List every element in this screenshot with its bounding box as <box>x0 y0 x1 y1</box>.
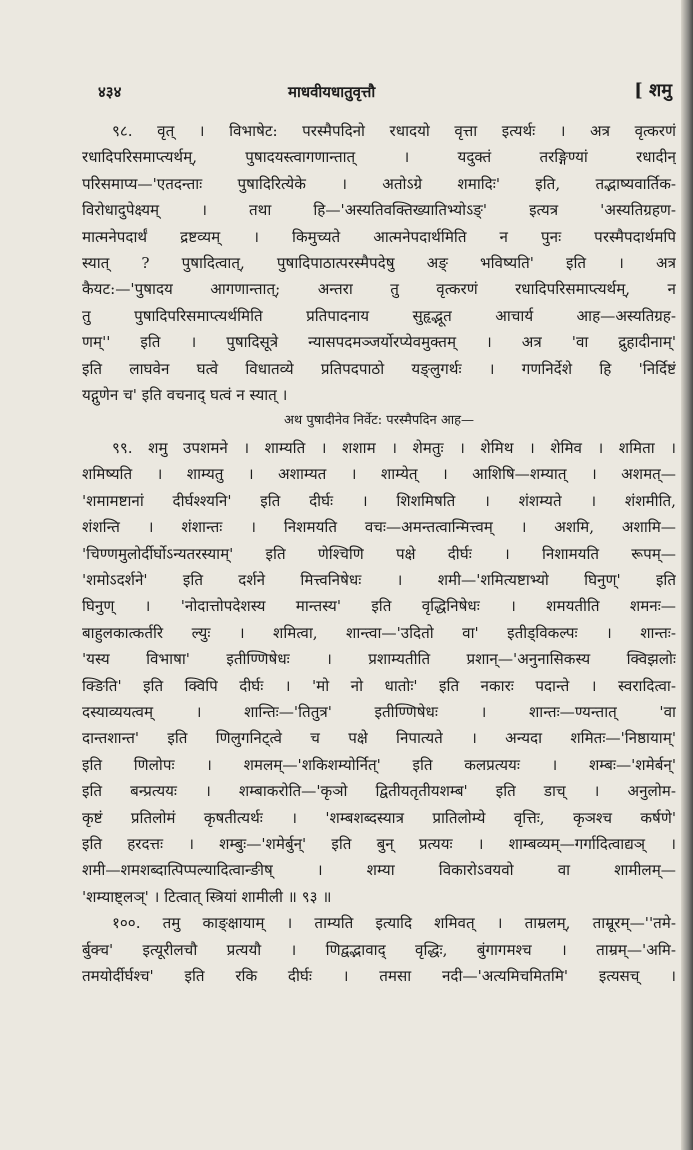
text-line: 'चिण्णमुलोर्दीर्घोऽन्यतरस्याम्' इति णेश्चिणि पक्षे दीर्घः । निशामयति रूपम्— <box>82 544 676 563</box>
text-line: दस्याव्ययत्वम् । शान्तिः—'तितुत्र' इतीण्णिषेधः । शान्तः—ण्यन्तात् 'वा <box>82 702 676 721</box>
text-line: 'शम्याष्ट्लञ्' । टित्वात् स्त्रियां शामीली ॥ ९३ ॥ <box>82 887 332 906</box>
text-line: ९९. शमु उपशमने । शाम्यति । शशाम । शेमतुः । शेमिथ । शेमिव । शमिता । <box>112 438 676 457</box>
text-line: यद्गुणेन च' इति वचनाद् घत्वं न स्यात् । <box>82 386 288 405</box>
text-line: 'शमामष्टानां दीर्घश्श्यनि' इति दीर्घः । शिशमिषति । शंशम्यते । शंशमीति, <box>82 491 676 510</box>
running-title: माधवीयधातुवृत्तौ <box>288 83 376 101</box>
text-line: 'यस्य विभाषा' इतीण्णिषेधः । प्रशाम्यतीति प्रशान्—'अनुनासिकस्य क्विझलोः <box>82 650 676 669</box>
text-line: तु पुषादिपरिसमाप्त्यर्थमिति प्रतिपादनाय सुहृद्भूत आचार्य आह—अस्यतिग्रह- <box>82 306 676 325</box>
text-line: घिनुण् । 'नोदात्तोपदेशस्य मान्तस्य' इति वृद्धिनिषेधः । शमयतीति शमनः— <box>82 597 676 616</box>
text-line: णम्'' इति । पुषादिसूत्रे न्यासपदमञ्जर्योरप्येवमुक्तम् । अत्र 'वा द्रुहादीनाम्' <box>82 333 676 352</box>
text-line: कृष्टं प्रतिलोमं कृषतीत्यर्थः । 'शम्बशब्दस्यात्र प्रातिलोम्ये वृत्तिः, कृञश्च कर्षणे' <box>82 808 676 827</box>
text-line: मात्मनेपदार्थं द्रष्टव्यम् । किमुच्यते आत्मनेपदार्थमिति न पुनः परस्मैपदार्थमपि <box>82 227 676 246</box>
text-line: शमिष्यति । शाम्यतु । अशाम्यत । शाम्येत् । आशिषि—शम्यात् । अशमत्— <box>82 465 676 484</box>
book-spine-shadow <box>681 0 693 1150</box>
text-line: तमयोर्दीर्घश्च' इति रकि दीर्घः । तमसा नदी—'अत्यमिचमितमि' इत्यसच् । <box>82 967 676 985</box>
text-line: शंशन्ति । शंशान्तः । निशमयति वचः—अमन्तत्वान्मित्त्वम् । अशमि, अशामि— <box>82 518 676 537</box>
body-text <box>82 118 676 989</box>
text-line: र्बुक्च' इत्यूरीलचौ प्रत्ययौ । णिद्वद्भावाद् वृद्धिः, बुंगागमश्च । ताम्रम्—'अमि- <box>82 940 676 959</box>
text-line: शमी—शमशब्दात्पिप्पल्यादित्वान्ङीष् । शम्या विकारोऽवयवो वा शामीलम्— <box>82 861 676 880</box>
text-line: १००. तमु काङ्क्षायाम् । ताम्यति इत्यादि शमिवत् । ताम्रलम्, ताम्रूरम्—''तमे- <box>112 914 676 933</box>
page-number: ४३४ <box>98 83 122 101</box>
section-heading: अथ पुषादीनेव निर्वेट: परस्मैपदिन आह— <box>283 413 475 429</box>
section-tag: [ शमु <box>634 80 672 101</box>
text-line: 'शमोऽदर्शने' इति दर्शने मित्त्वनिषेधः । शमी—'शमित्यष्टाभ्यो घिनुण्' इति <box>82 570 676 589</box>
page-header <box>98 82 678 112</box>
text-line: इति लाघवेन घत्वे विधातव्ये प्रतिपदपाठो यङ्लुगर्थः । गणनिर्देशे हि 'निर्दिष्टं <box>82 359 676 378</box>
text-line: विरोधादुपेक्ष्यम् । तथा हि—'अस्यतिवक्तिख्यातिभ्योऽङ्' इत्यत्र 'अस्यतिग्रहण- <box>82 201 676 220</box>
text-line: इति बन्प्रत्ययः । शम्बाकरोति—'कृञो द्वितीयतृतीयशम्ब' इति डाच् । अनुलोम- <box>82 782 676 801</box>
text-line: स्यात् ? पुषादित्वात्, पुषादिपाठात्परस्मैपदेषु अङ् भविष्यति' इति । अत्र <box>82 254 676 273</box>
text-line: क्ङिति' इति क्विपि दीर्घः । 'मो नो धातोः' इति नकारः पदान्ते । स्वरादित्वा- <box>82 676 676 695</box>
text-line: रधादिपरिसमाप्त्यर्थम्, पुषादयस्त्वागणान्तात् । यदुक्तं तरङ्गिण्यां रधादीन् <box>82 148 676 167</box>
text-line: बाहुलकात्कर्तरि ल्युः । शमित्वा, शान्त्वा—'उदितो वा' इतीड्विकल्पः । शान्तः- <box>82 623 676 642</box>
text-line: दान्तशान्त' इति णिलुगनिट्त्वे च पक्षे निपात्यते । अन्यदा शमितः—'निष्ठायाम्' <box>82 729 676 748</box>
text-line: इति णिलोपः । शमलम्—'शकिशम्योर्नित्' इति कलप्रत्ययः । शम्बः—'शमेर्बन्' <box>82 755 676 774</box>
text-line: इति हरदत्तः । शम्बुः—'शमेर्बुन्' इति बुन् प्रत्ययः । शाम्बव्यम्—गर्गादित्वाद्यञ् । <box>82 834 676 853</box>
text-line: ९८. वृत् । विभाषेट: परस्मैपदिनो रधादयो वृत्ता इत्यर्थः । अत्र वृत्करणं <box>112 122 676 140</box>
text-line: कैयट:—'पुषादय आगणान्तात्; अन्तरा तु वृत्करणं रधादिपरिसमाप्त्यर्थम्, न <box>82 280 676 299</box>
text-line: परिसमाप्य—'एतदन्ताः पुषादिरित्येके । अतोऽग्रे शमादिः' इति, तद्भाष्यवार्तिक- <box>82 174 676 193</box>
